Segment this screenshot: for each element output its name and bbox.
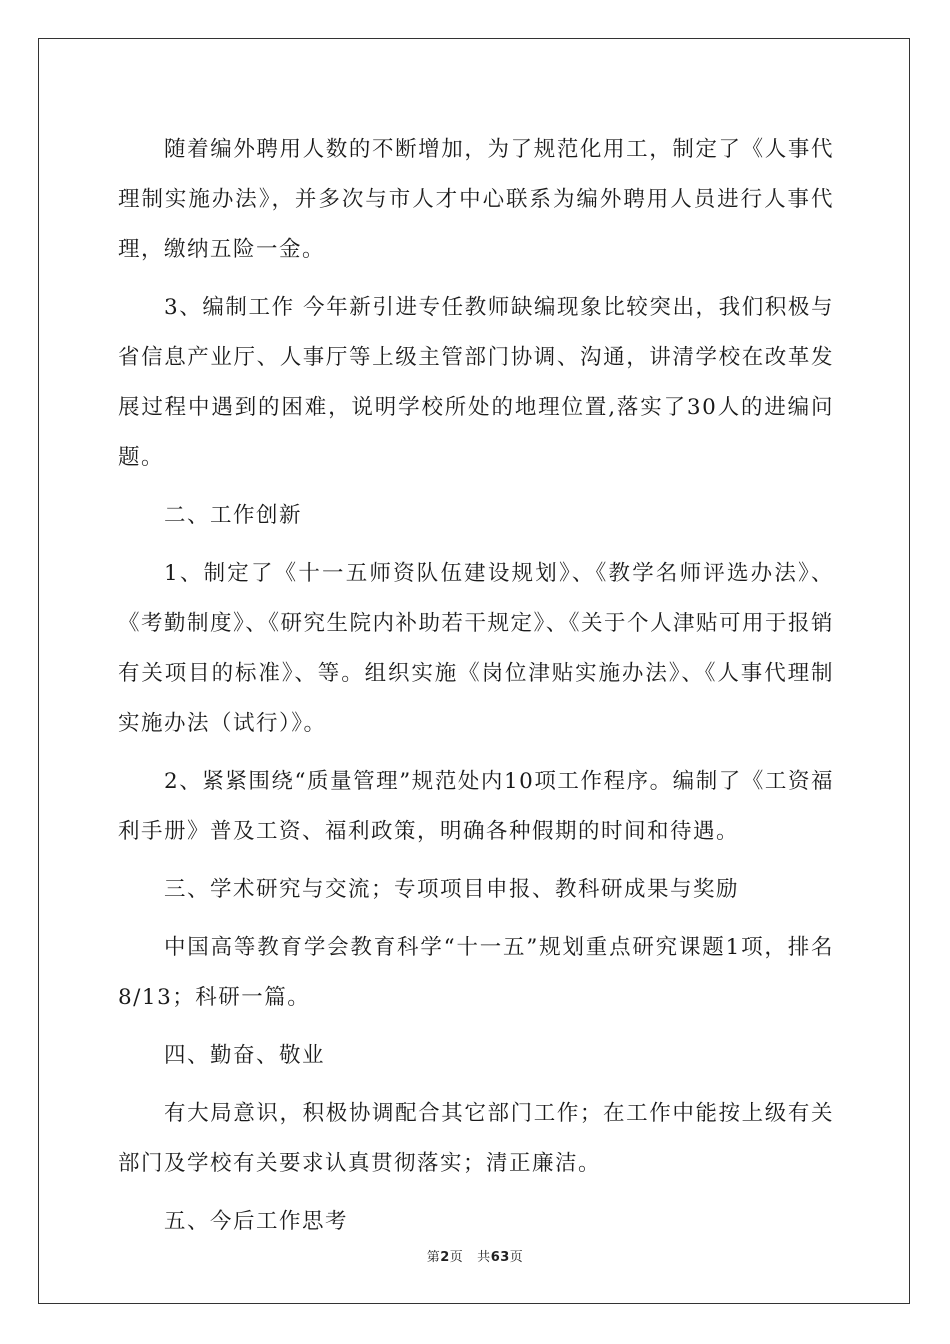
page-suffix: 页 xyxy=(449,1250,464,1265)
total-pages: 63 xyxy=(490,1250,510,1265)
paragraph-regulations: 1、制定了《十一五师资队伍建设规划》、《教学名师评选办法》、《考勤制度》、《研究生院内补助若干规定》、《关于个人津贴可用于报销有关项目的标准》、等。组织实施《岗位津贴实施办法》、《人事代理制实施办法（试行）》。 xyxy=(118,561,835,736)
page-footer xyxy=(0,1246,950,1265)
document-body xyxy=(118,125,834,1255)
total-suffix: 页 xyxy=(509,1250,524,1265)
page-prefix: 第 xyxy=(426,1250,441,1265)
paragraph-research-project: 中国高等教育学会教育科学“十一五”规划重点研究课题1项，排名8/13；科研一篇。 xyxy=(118,935,834,1010)
paragraph-overall-awareness: 有大局意识，积极协调配合其它部门工作；在工作中能按上级有关部门及学校有关要求认真贯彻落实；清正廉洁。 xyxy=(118,1101,834,1176)
paragraph-quality-management: 2、紧紧围绕“质量管理”规范处内10项工作程序。编制了《工资福利手册》普及工资、福利政策，明确各种假期的时间和待遇。 xyxy=(118,769,834,844)
paragraph-staffing-work: 3、编制工作 今年新引进专任教师缺编现象比较突出，我们积极与省信息产业厅、人事厅等上级主管部门协调、沟通，讲清学校在改革发展过程中遇到的困难，说明学校所处的地理位置,落实了30人的进编问题。 xyxy=(118,295,834,470)
heading-diligence: 四、勤奋、敬业 xyxy=(164,1043,326,1068)
page-number: 2 xyxy=(440,1250,450,1265)
heading-future-thoughts: 五、今后工作思考 xyxy=(164,1209,349,1234)
heading-work-innovation: 二、工作创新 xyxy=(164,503,303,528)
paragraph-outsourced-staff: 随着编外聘用人数的不断增加，为了规范化用工，制定了《人事代理制实施办法》，并多次与市人才中心联系为编外聘用人员进行人事代理，缴纳五险一金。 xyxy=(118,137,834,262)
heading-academic-research: 三、学术研究与交流；专项项目申报、教科研成果与奖励 xyxy=(164,877,740,902)
total-prefix: 共 xyxy=(477,1250,491,1265)
